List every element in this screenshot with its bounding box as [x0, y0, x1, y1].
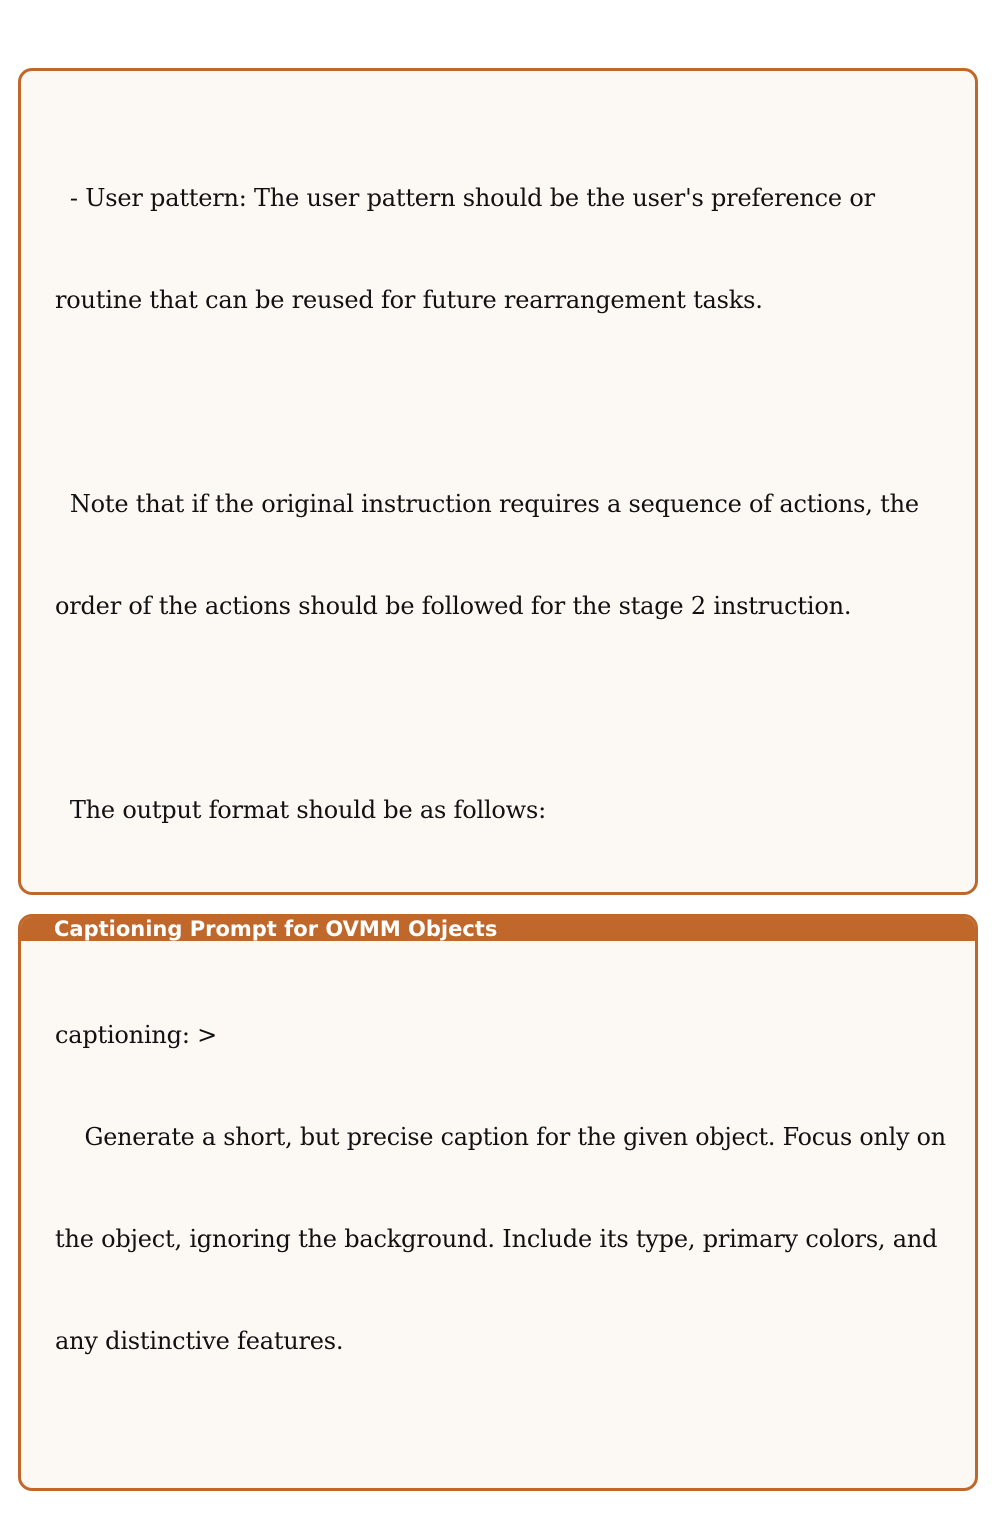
box-title: Captioning Prompt for OVMM Objects: [54, 917, 498, 941]
text-line: the object, ignoring the background. Include its type, primary colors, and: [55, 1225, 938, 1253]
text-line: [55, 691, 951, 725]
box-header: [21, 917, 975, 941]
text-line: captioning: >: [55, 1021, 218, 1049]
text-line: routine that can be reused for future rearrangement tasks.: [55, 286, 763, 314]
text-line: Generate a short, but precise caption for the given object. Focus only on: [55, 1123, 946, 1151]
prompt-text: [55, 950, 951, 1491]
text-line: Note that if the original instruction requires a sequence of actions, the: [55, 490, 919, 518]
captioning-prompt-box: [18, 914, 978, 1491]
prompt-box-continued: [18, 68, 978, 895]
text-line: - User pattern: The user pattern should be the user's preference or: [55, 184, 875, 212]
text-line: The output format should be as follows:: [55, 796, 547, 824]
text-line: [55, 1426, 951, 1460]
text-line: any distinctive features.: [55, 1327, 344, 1355]
prompt-text: [55, 113, 951, 895]
text-line: [55, 385, 951, 419]
text-line: order of the actions should be followed for the stage 2 instruction.: [55, 592, 852, 620]
